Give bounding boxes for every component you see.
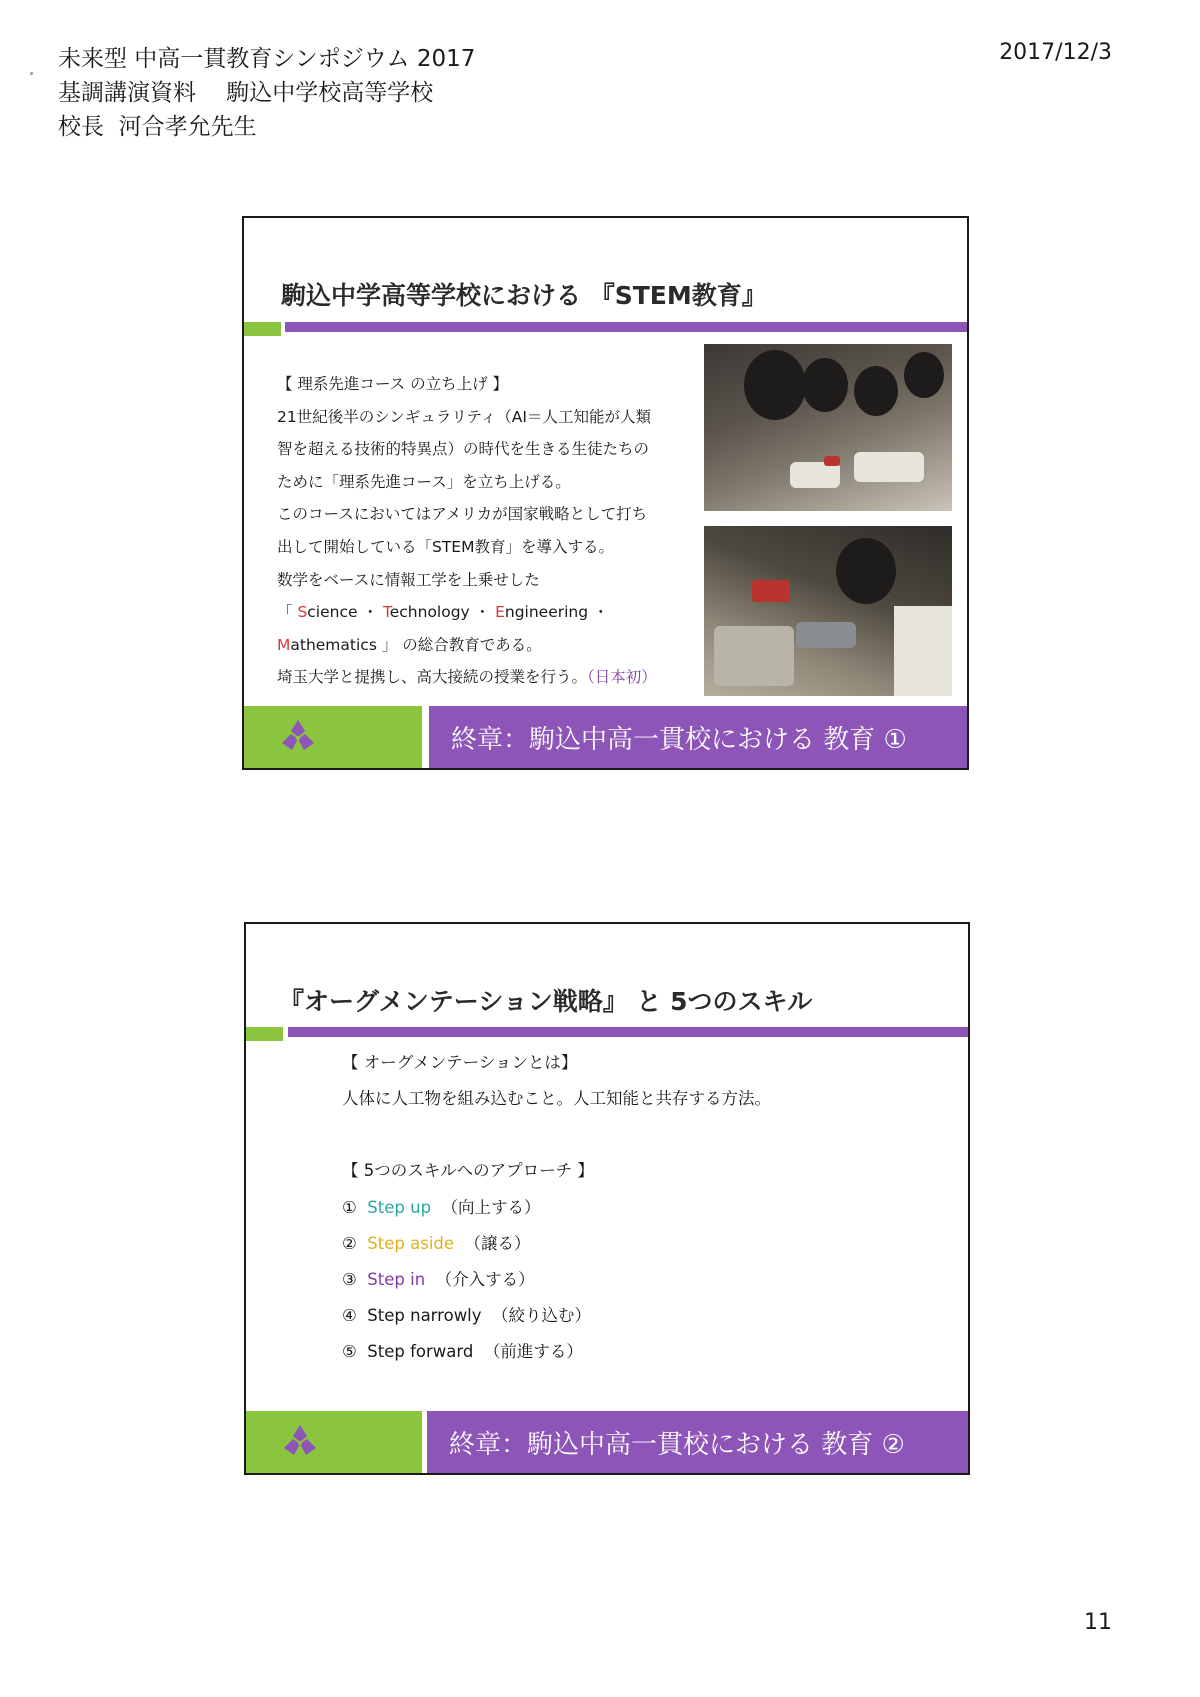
scan-speck bbox=[30, 72, 33, 75]
stem-letter-m: M bbox=[277, 635, 291, 654]
step-number: ⑤ bbox=[342, 1342, 357, 1361]
section-heading: 【 オーグメンテーションとは】 bbox=[342, 1053, 578, 1072]
step-name: Step in bbox=[367, 1270, 426, 1289]
page-number: 11 bbox=[1084, 1610, 1112, 1635]
partnership-text: 埼玉大学と提携し、高大接続の授業を行う。 bbox=[277, 668, 588, 687]
stem-letter-t: T bbox=[382, 603, 390, 622]
body-line-last bbox=[277, 661, 657, 694]
stem-line-2 bbox=[277, 629, 657, 662]
first-in-japan-note: （日本初） bbox=[587, 668, 657, 687]
stem-word: ngineering ・ bbox=[504, 603, 609, 622]
section-heading: 【 理系先進コース の立ち上げ 】 bbox=[277, 375, 509, 393]
body-line: ために「理系先進コース」を立ち上げる。 bbox=[277, 472, 571, 491]
accent-bar-purple bbox=[288, 1027, 968, 1037]
body-line: 21世紀後半のシンギュラリティ（AI＝人工知能が人類 bbox=[277, 407, 651, 426]
step-name: Step up bbox=[367, 1198, 432, 1217]
body-line: 数学をベースに情報工学を上乗せした bbox=[277, 570, 540, 589]
slide-title: 駒込中学高等学校における 『STEM教育』 bbox=[281, 281, 767, 310]
header-line-2: 基調講演資料 駒込中学校高等学校 bbox=[58, 80, 434, 106]
body-line: 智を超える技術的特異点）の時代を生きる生徒たちの bbox=[277, 440, 650, 459]
body-line: 出して開始している「STEM教育」を導入する。 bbox=[277, 537, 614, 556]
document-date: 2017/12/3 bbox=[999, 40, 1112, 65]
stem-line-1 bbox=[277, 596, 657, 629]
step-meaning: （絞り込む） bbox=[492, 1306, 592, 1325]
step-name: Step narrowly bbox=[367, 1306, 482, 1325]
step-name: Step aside bbox=[367, 1234, 455, 1253]
accent-bar-green bbox=[244, 322, 281, 336]
definition-text: 人体に人工物を組み込むこと。人工知能と共存する方法。 bbox=[342, 1089, 771, 1108]
skill-step-1 bbox=[342, 1194, 541, 1218]
header-line-3: 校長 河合孝允先生 bbox=[58, 114, 257, 140]
skill-step-5 bbox=[342, 1338, 583, 1362]
stem-word: echnology ・ bbox=[389, 603, 496, 622]
accent-bar-purple bbox=[285, 322, 967, 332]
slide-stem-education bbox=[242, 216, 969, 770]
header-line-1: 未来型 中高一貫教育シンポジウム 2017 bbox=[58, 46, 476, 72]
accent-bar-green bbox=[246, 1027, 283, 1041]
step-meaning: （譲る） bbox=[464, 1234, 531, 1253]
section-heading: 【 5つのスキルへのアプローチ 】 bbox=[342, 1161, 594, 1180]
skill-step-2 bbox=[342, 1230, 531, 1254]
stem-letter-s: S bbox=[297, 603, 308, 622]
document-header bbox=[58, 42, 475, 144]
slide-footer-title: 終章：駒込中高一貫校における 教育 ① bbox=[429, 706, 967, 768]
step-number: ② bbox=[342, 1234, 357, 1253]
slide-augmentation-strategy bbox=[244, 922, 970, 1475]
footer-green-block bbox=[244, 706, 422, 768]
step-meaning: （介入する） bbox=[435, 1270, 535, 1289]
step-number: ④ bbox=[342, 1306, 357, 1325]
robotics-build-photo bbox=[704, 526, 952, 696]
skill-step-3 bbox=[342, 1266, 535, 1290]
stem-word: cience ・ bbox=[307, 603, 383, 622]
step-number: ① bbox=[342, 1198, 357, 1217]
skill-step-4 bbox=[342, 1302, 591, 1326]
step-meaning: （向上する） bbox=[441, 1198, 541, 1217]
body-line: このコースにおいてはアメリカが国家戦略として打ち bbox=[277, 505, 648, 524]
slide-body bbox=[277, 368, 657, 694]
slide-footer-title: 終章：駒込中高一貫校における 教育 ② bbox=[427, 1411, 968, 1473]
step-number: ③ bbox=[342, 1270, 357, 1289]
school-crest-icon bbox=[278, 717, 318, 757]
footer-green-block bbox=[246, 1411, 422, 1473]
slide-title: 『オーグメンテーション戦略』 と 5つのスキル bbox=[279, 987, 813, 1016]
students-classroom-photo bbox=[704, 344, 952, 511]
stem-word: athematics 」 の総合教育である。 bbox=[290, 635, 542, 654]
step-meaning: （前進する） bbox=[483, 1342, 583, 1361]
bracket: 「 bbox=[277, 603, 298, 622]
school-crest-icon bbox=[280, 1422, 320, 1462]
step-name: Step forward bbox=[367, 1342, 474, 1361]
stem-letter-e: E bbox=[495, 603, 505, 622]
